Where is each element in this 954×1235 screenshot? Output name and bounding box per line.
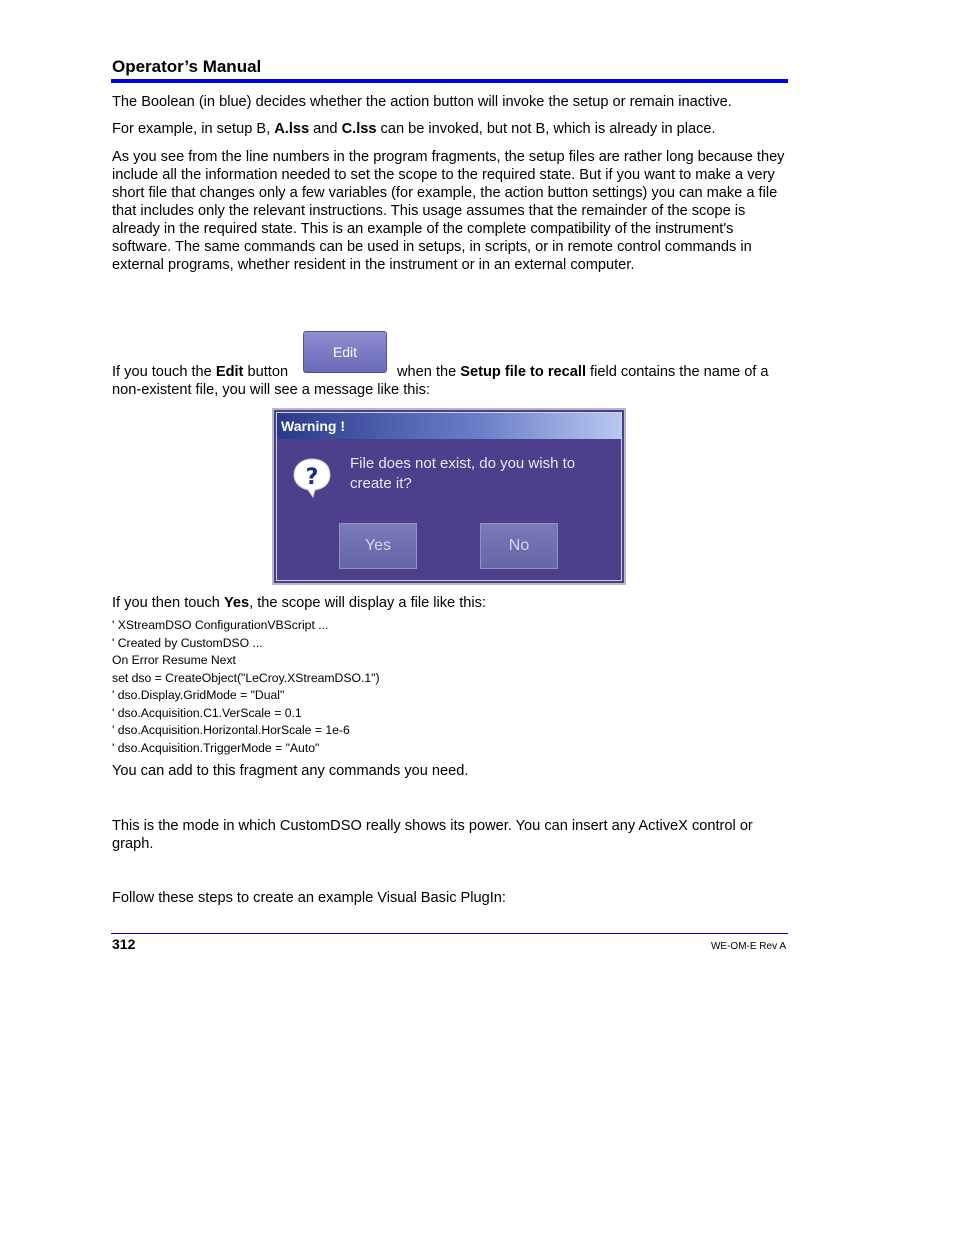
paragraph-boolean: The Boolean (in blue) decides whether the action button will invoke the setup or remain inactive.	[112, 94, 732, 110]
code-line: ' dso.Display.GridMode = "Dual"	[112, 688, 285, 702]
paragraph-edit-intro	[112, 363, 312, 381]
edit-button[interactable]: Edit	[303, 331, 387, 373]
bold-text: A.lss	[274, 121, 310, 137]
question-icon	[291, 456, 333, 498]
bold-text: Yes	[223, 595, 250, 611]
text: button	[243, 364, 289, 380]
bold-text: Edit	[215, 364, 244, 380]
code-line: set dso = CreateObject("LeCroy.XStreamDSO.1")	[112, 670, 380, 685]
code-line: ' Created by CustomDSO ...	[112, 635, 263, 650]
paragraph-power: This is the mode in which CustomDSO really shows its power. You can insert any ActiveX control or graph.	[112, 818, 753, 852]
dialog-title: Warning !	[277, 413, 621, 439]
text: when the	[397, 364, 461, 380]
dialog-message	[350, 454, 575, 494]
bold-text: C.lss	[341, 121, 377, 137]
text: field contains the name of a	[586, 364, 769, 380]
paragraph-yes	[112, 594, 788, 612]
svg-text:?: ?	[305, 465, 319, 490]
page-number: 312	[112, 936, 136, 952]
bold-text: Setup file to recall	[460, 364, 586, 380]
text: and	[309, 121, 342, 137]
header-rule	[111, 79, 788, 83]
revision-label: WE-OM-E Rev A	[710, 941, 786, 952]
paragraph-example	[112, 120, 788, 138]
dialog-frame	[276, 412, 622, 581]
code-line: ' dso.Acquisition.Horizontal.HorScale = 1e-6	[112, 723, 350, 737]
text: For example, in setup B,	[112, 121, 275, 137]
dialog-message-line2: create it?	[350, 475, 412, 492]
yes-button[interactable]: Yes	[339, 523, 417, 569]
page-header-title: Operator’s Manual	[112, 57, 262, 76]
paragraph-edit-cont	[397, 363, 797, 381]
code-line: ' dso.Acquisition.TriggerMode = "Auto"	[112, 740, 320, 755]
dialog-message-line1: File does not exist, do you wish to	[350, 455, 576, 472]
no-button[interactable]: No	[480, 523, 558, 569]
text: If you touch the	[112, 364, 216, 380]
code-block	[112, 617, 380, 757]
text: can be invoked, but not B, which is already in place.	[376, 121, 716, 137]
paragraph-add-commands: You can add to this fragment any commands you need.	[112, 763, 469, 779]
code-line: ' dso.Acquisition.C1.VerScale = 0.1	[112, 705, 302, 720]
text: , the scope will display a file like this:	[249, 595, 486, 611]
code-line: On Error Resume Next	[112, 653, 236, 667]
dialog-body	[277, 440, 621, 580]
text: If you then touch	[112, 595, 224, 611]
warning-dialog	[272, 408, 626, 585]
paragraph-edit-line2: non-existent file, you will see a message like this:	[112, 382, 430, 398]
paragraph-setup-files: As you see from the line numbers in the program fragments, the setup files are rather long because they include all the information needed to set the scope to the required state. But if you want to make a very short file that changes only a few variables (for example, the action button settings) you can make a file that includes only the relevant instructions. This usage assumes that the remainder of the scope is already in the required state. This is an example of the complete compatibility of the instrument's software. The same commands can be used in setups, in scripts, or in remote control commands in external programs, whether resident in the instrument or in an external computer.	[112, 149, 785, 273]
footer-rule	[111, 933, 788, 934]
code-line: ' XStreamDSO ConfigurationVBScript ...	[112, 618, 329, 632]
paragraph-steps: Follow these steps to create an example Visual Basic PlugIn:	[112, 890, 506, 906]
